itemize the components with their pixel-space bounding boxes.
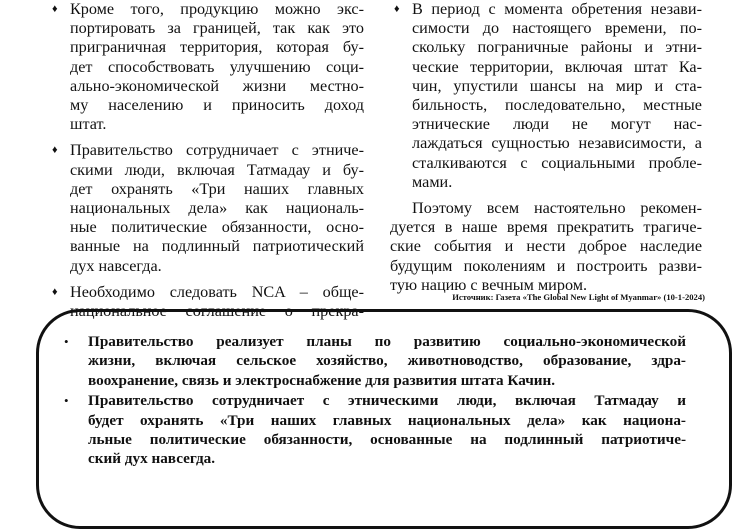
text-line: Правительство сотрудничает с этническими люди, включая Татмадау и <box>88 392 686 410</box>
text-line: Правительство реализует планы по развитию социально-экономической <box>88 333 686 350</box>
text-line: дух навсегда. <box>70 256 162 275</box>
text-line: ванные на подлинный патриотический <box>70 237 364 256</box>
bullet-item-cooperation <box>48 141 364 275</box>
summary-item-cooperation <box>50 391 686 469</box>
diamond-bullet-icon: ♦ <box>52 285 58 298</box>
text-line: дет способствовать улучшению соци- <box>70 57 364 76</box>
text-line: льные политические обязанности, основанные на подлинный патриотиче- <box>88 431 686 449</box>
right-column <box>390 0 702 302</box>
text-line: национальное соглашение о прекра- <box>70 302 364 321</box>
source-citation: Источник: Газета «The Global New Light of Myanmar» (10-1-2024) <box>452 292 705 302</box>
text-line: тую нацию с вечным миром. <box>390 275 588 294</box>
text-line: му населению и приносить доход <box>70 96 364 115</box>
text-line: Правительство сотрудничает с этниче- <box>70 141 364 160</box>
text-line: ские события и нести доброе наследие <box>390 237 702 256</box>
text-line: сталкиваются с социальными пробле- <box>412 153 702 172</box>
round-bullet-icon: • <box>64 334 69 349</box>
text-line: воохранение, связь и электроснабжение для развития штата Качин. <box>88 371 556 389</box>
text-line: скими люди, включая Татмадау и бу- <box>70 160 364 179</box>
bullet-item-export <box>48 0 364 134</box>
text-line: национальных дела» как националь- <box>70 199 364 218</box>
text-line: будущим поколениям и построить разви- <box>390 256 702 275</box>
text-line: лаждаться сущностью независимости, а <box>412 134 702 153</box>
diamond-bullet-icon: ♦ <box>52 3 58 15</box>
text-line: ные политические обязанности, осно- <box>70 218 364 237</box>
text-line: чин, упустили шансы на мир и ста- <box>412 76 702 95</box>
bullet-item-independence <box>390 0 702 192</box>
text-line: дет охранять «Три наших главных <box>70 179 364 198</box>
text-line: жизни, включая сельское хозяйство, животноводство, образование, здра- <box>88 352 686 370</box>
diamond-bullet-icon: ♦ <box>394 3 400 15</box>
text-line: бильность, последовательно, местные <box>412 96 702 115</box>
text-line: портировать за границей, так как это <box>70 19 364 38</box>
text-line: Поэтому всем настоятельно рекомен- <box>412 199 702 218</box>
text-line: ческие территории, включая штат Ка- <box>412 57 702 76</box>
summary-box <box>50 332 686 470</box>
closing-paragraph <box>390 199 702 295</box>
text-line: ский дух навсегда. <box>88 450 216 468</box>
text-line: этнические люди не могут нас- <box>412 115 702 134</box>
text-line: скольку пограничные районы и этни- <box>412 38 702 57</box>
summary-item-development <box>50 332 686 390</box>
text-line: дуется в наше время прекратить трагиче- <box>390 218 702 237</box>
text-line: приграничная территория, которая бу- <box>70 38 364 57</box>
text-line: симости до настоящего времени, по- <box>412 19 702 38</box>
diamond-bullet-icon: ♦ <box>52 144 58 157</box>
round-bullet-icon: • <box>64 393 69 409</box>
text-line: Кроме того, продукцию можно экс- <box>70 0 364 18</box>
text-line: ально-экономической жизни местно- <box>70 76 364 95</box>
text-line: В период с момента обретения незави- <box>412 0 702 18</box>
text-line: будет охранять «Три наших главных национальных дела» как национа- <box>88 411 686 429</box>
text-line: Необходимо следовать NCA – обще- <box>70 282 364 301</box>
text-line: штат. <box>70 115 107 134</box>
text-line: мами. <box>412 172 453 191</box>
left-column <box>48 0 364 328</box>
